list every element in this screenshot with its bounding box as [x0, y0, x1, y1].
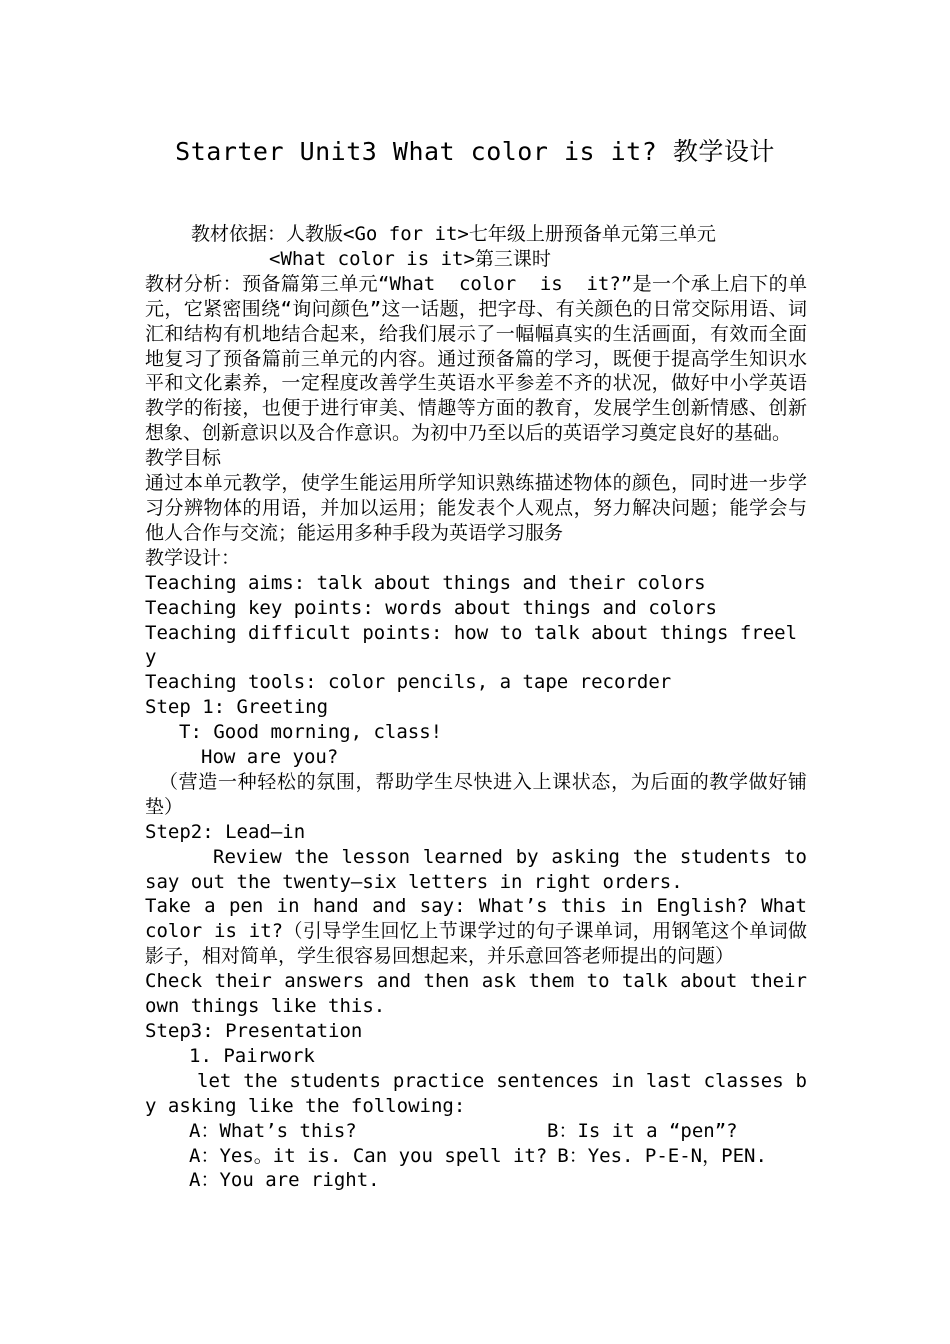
step2-review: Review the lesson learned by asking the students to say out the twenty—six letters in right orders. — [145, 845, 819, 893]
design-heading: 教学设计： — [145, 546, 241, 569]
dialog-a3: A：You are right. — [189, 1169, 380, 1192]
dialog-row-3 — [145, 1168, 807, 1193]
document-title: Starter Unit3 What color is it? 教学设计 — [175, 137, 775, 166]
dialog-row-1 — [145, 1119, 807, 1144]
dialog-b2: B：Yes. P-E-N，PEN. — [557, 1144, 767, 1167]
step1-how-line: How are you? — [201, 746, 339, 769]
dialog-a1: A：What’s this? — [189, 1119, 357, 1142]
dialog-b1: B：Is it a “pen”? — [547, 1119, 738, 1142]
material-basis-line2: <What color is it>第三课时 — [269, 247, 551, 270]
teaching-difficult-points: Teaching difficult points: how to talk about things freely — [145, 621, 798, 669]
teaching-aims: Teaching aims: talk about things and their colors — [145, 571, 706, 594]
material-analysis: 教材分析：预备篇第三单元“What color is it?”是一个承上启下的单元，它紧密围绕“询问颜色”这一话题，把字母、有关颜色的日常交际用语、词汇和结构有机地结合起来，给我们展示了一幅幅真实的生活画面，有效而全面地复习了预备篇前三单元的内容。通过预备篇的学习，既便于提高学生知识水平和文化素养，一定程度改善学生英语水平参差不齐的状况，做好中小学英语教学的衔接，也便于进行审美、情趣等方面的教育，发展学生创新情感、创新想象、创新意识以及合作意识。为初中乃至以后的英语学习奠定良好的基础。 — [145, 272, 807, 445]
step1-heading: Step 1: Greeting — [145, 696, 329, 719]
goals-text: 通过本单元教学，使学生能运用所学知识熟练描述物体的颜色，同时进一步学习分辨物体的用语，并加以运用；能发表个人观点，努力解决问题；能学会与他人合作与交流；能运用多种手段为英语学习服务 — [145, 472, 807, 544]
step2-take-pen: Take a pen in hand and say: What’s this in English? What color is it?（引导学生回忆上节课学过的句子课单词，用钢笔这个单词做影子，相对简单，学生很容易回想起来，并乐意回答老师提出的问题） — [145, 895, 819, 968]
step3-heading: Step3: Presentation — [145, 1020, 363, 1042]
step1-teacher-line: T: Good morning, class! — [179, 721, 443, 744]
goals-heading: 教学目标 — [145, 447, 222, 470]
step2-check: Check their answers and then ask them to talk about their own things like this. — [145, 970, 819, 1018]
material-basis-line1: 教材依据：人教版<Go for it>七年级上册预备单元第三单元 — [191, 223, 716, 245]
teaching-key-points: Teaching key points: words about things and colors — [145, 596, 717, 619]
step3-instructions: let the students practice sentences in last classes by asking like the following: — [145, 1069, 807, 1117]
step1-note: （营造一种轻松的氛围，帮助学生尽快进入上课状态，为后面的教学做好铺垫） — [145, 770, 807, 818]
dialog-row-2 — [145, 1144, 807, 1169]
teaching-tools: Teaching tools: color pencils, a tape recorder — [145, 671, 672, 694]
document-body — [145, 222, 819, 1193]
step2-heading: Step2: Lead—in — [145, 820, 306, 843]
step3-pairwork: 1. Pairwork — [189, 1044, 315, 1067]
dialog-a2: A：Yes。it is. Can you spell it? — [189, 1144, 548, 1167]
